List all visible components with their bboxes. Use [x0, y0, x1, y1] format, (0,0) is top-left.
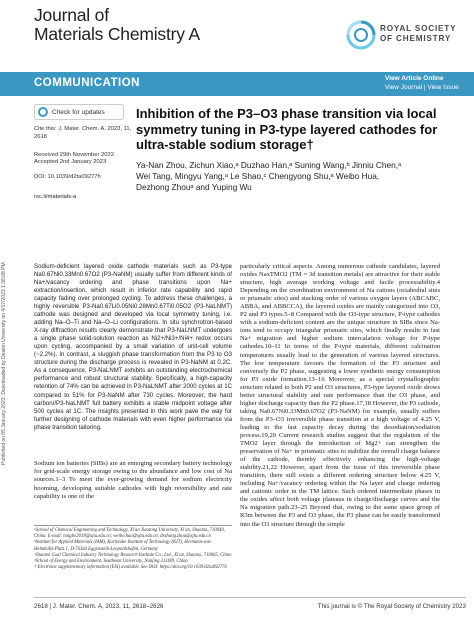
rsc-logo[interactable]: [346, 16, 464, 56]
body-text-column: particularly critical aspects. Among numerous cathode candidates, layered oxides NaxTMO2 (TM = 3d transition metals) are attractive for their stable structure, high average working voltage and facile processability.4 Depending on the coordination environment of Na cations (octahedral sites or prismatic sites) and stacking order of various oxygen layers (ABCABC, ABBA, and ABBCCA), the layered oxides are mainly categorized into O3, P2 and P3 types.5–8 Compared with the O3-type structure, P-type cathodes with a sodium-deficient content are the unique structure in SIBs since Na-ions tend to occupy triangular prismatic sites, which finally results in fast Na+ migration and higher sodium intercalation voltage for P-type cathodes.10–11 In terms of the P-type materials, different calcination temperatures usually lead to the generation of various layered structures. The low temperature favours the formation of the P3 structure and conversely the P2 phase, suggesting a lower synthetic energy consumption for P3 oxide formation.13–16 Moreover, as a special crystallographic structure related to both P2 and O3 structures, P3-type layered oxide shows better structural stability and rate performance than the O3 phase, and higher discharge capacity than the P2 phase.17,18 However, the P3 cathode, taking Na0.67Ni0.33Mn0.67O2 (P3-NaNM) for example, usually suffers from the P3–O3 irreversible phase transition at a high voltage of 4.25 V, leading to the fast capacity decay during the desodiation/sodiation process.19,20 Current research studies suggest that the regulation of the TMO2 layer through the introduction of Mg2+ can strengthen the preservation of Na+ in prismatic sites to stabilize the overall charge balance of the cathode, thereby effectively enhancing the high-voltage stability.21,22 However, apart from the issue of this irreversible phase transition, there still exists a different ordering structure below 4.25 V, including Na+/vacancy ordering within the Na layer and charge ordering and cationic order in the TM lattice. Such ordered intermediate phases in the oxides affect both voltage plateaus in charge/discharge curves and the Na migration path.23–25 Beyond that, owing to the same space group of R3m between the P3 and O3 phase, the P3 phase can be easily transformed into the O3 structure through the simple: [240, 263, 440, 528]
publisher-line1: ROYAL SOCIETY: [380, 24, 457, 33]
journal-title-line2: Materials Chemistry A: [34, 24, 200, 44]
section-label: COMMUNICATION: [34, 77, 140, 89]
footer-copyright: This journal is © The Royal Society of Chemistry 2023: [317, 603, 466, 610]
section-bar: [0, 72, 474, 96]
footer-divider: [34, 597, 466, 598]
rsc-emblem-icon: [346, 20, 376, 50]
introduction-paragraph: Sodium ion batteries (SIBs) are an emerging secondary battery technology for grid-scale energy storage owing to the abundance and low cost of Na sources.1–3 To meet the ever-growing demand for sodium electricity booming, developing suitable cathodes with high reversibility and rate capability is one of the: [34, 460, 232, 500]
download-watermark: [0, 120, 14, 620]
authors-line2: Wei Tang, Mingyu Yang,ᵃ Le Shao,ᶜ Chengyong Shu,ᵃ Weibo Hua,: [136, 171, 380, 182]
affiliation-d: ᵈSchool of Energy and Environment, Southeast University, Nanjing 211189, China: [34, 559, 188, 565]
update-check-icon: [38, 107, 48, 117]
rsc-link[interactable]: rsc.li/materials-a: [34, 193, 77, 200]
footer-citation: 2618 | J. Mater. Chem. A, 2023, 11, 2618–2626: [34, 603, 164, 610]
view-links: [385, 75, 459, 92]
affiliation-a: ᵃSchool of Chemical Engineering and Technology, Xi'an Jiaotong University, Xi'an, Shaanxi, 710049, China. E-mail: tongbo2018@xjtu.edu.cn; weibo.hua@xjtu.edu.cn; dezhong.zhou@xjtu.edu.cn: [34, 528, 225, 540]
article-title: Inhibition of the P3–O3 phase transition via local symmetry tuning in P3-type layered cathodes for ultra-stable sodium storage†: [136, 106, 438, 152]
affiliation-b: ᵇInstitute for Applied Materials (IAM), Karlsruhe Institute of Technology (KIT), Hermann-von-Helmholtz-Platz 1, D-76344 Eggenstein-Leopoldshafen, Germany: [34, 540, 212, 552]
author-list: [136, 160, 466, 194]
journal-title-line1: Journal of: [34, 5, 109, 25]
affiliation-c: ᶜShaanxi Coal Chemical Industry Technology Research Institute Co., Ltd., Xi'an, Shaanxi, 710065, China: [34, 552, 232, 558]
accepted-date: Accepted 2nd January 2023: [34, 159, 107, 166]
received-date: Received 29th November 2022: [34, 151, 114, 158]
page-header: [0, 0, 474, 98]
check-updates-label: Check for updates: [52, 108, 105, 116]
affiliations: [34, 528, 232, 571]
authors-line3: Dezhong Zhouᵃ and Yuping Wu: [136, 182, 252, 193]
citation-line1: Cite this: J. Mater. Chem. A, 2023, 11,: [34, 126, 132, 132]
article-meta: [34, 104, 138, 202]
publisher-line2: OF CHEMISTRY: [380, 34, 452, 43]
citation: [34, 126, 138, 142]
esi-note[interactable]: † Electronic supplementary information (ESI) available. See DOI: https://doi.org/10.1039/d2ta09277h: [34, 565, 227, 571]
citation-line2: 2618: [34, 133, 47, 140]
journal-title[interactable]: [34, 6, 200, 44]
dates: [34, 152, 138, 168]
publisher-name: [380, 24, 456, 44]
doi[interactable]: DOI: 10.1039/d2ta09277h: [34, 174, 101, 181]
check-updates-button[interactable]: [34, 104, 124, 120]
authors-line1: Ya-Nan Zhou, Zichun Xiao,ᵃ Duzhao Han,ᵃ Suning Wang,ᵇ Jinniu Chen,ᵃ: [136, 160, 402, 170]
view-article-online-link[interactable]: View Article Online: [385, 75, 444, 82]
view-journal-link[interactable]: View Journal | View Issue: [385, 83, 459, 91]
affiliation-divider: [34, 525, 232, 526]
abstract: Sodium-deficient layered oxide cathode materials such as P3-type Na0.67Ni0.33Mn0.67O2 (P3-NaNM) usually suffer from different kinds of Na+/vacancy ordering and phase transitions upon Na+ extraction/insertion, which result in inferior rate capability and rapid capacity fading over prolonged cycling. To address these challenges, a highly reversible P3-Na0.67Li0.05Ni0.28Mn0.67Ti0.05O2 (P3-NaLNMT) cathode was designed and developed via local symmetry tuning, i.e. adding Na–O–Ti and Na–O–Li configurations. In situ synchrotron-based X-ray diffraction results clearly demonstrate that P3-NaLNMT undergoes a single phase solid-solution reaction as Ni2+/Ni3+/Ni4+ redox occurs upon cycling, accompanied by a small variation of unit-cell volume (~2.2%). In contrast, a sluggish phase transformation from the P3 to O3 structure during the discharge process is revealed in P3-NaNM at 0.2C. As a consequence, P3-NaLNMT exhibits an outstanding electrochemical performance and robust structural stability. Specifically, a high-capacity retention of 74% can be achieved in P3-NaLNMT after 2000 cycles at 1C compared to 51% for P3-NaNM after 730 cycles. Moreover, the hard carbon//P3-NaLNMT full battery exhibits a stable midpoint voltage after 500 cycles at 1C. The insights presented in this work pave the way for further designing of cathode materials with even higher performance via phase transition tailoring.: [34, 263, 232, 431]
published-note: Published on 05 January 2023. Downloaded by Deakin University on 4/17/2023 1:38:08 PM.: [1, 260, 7, 466]
